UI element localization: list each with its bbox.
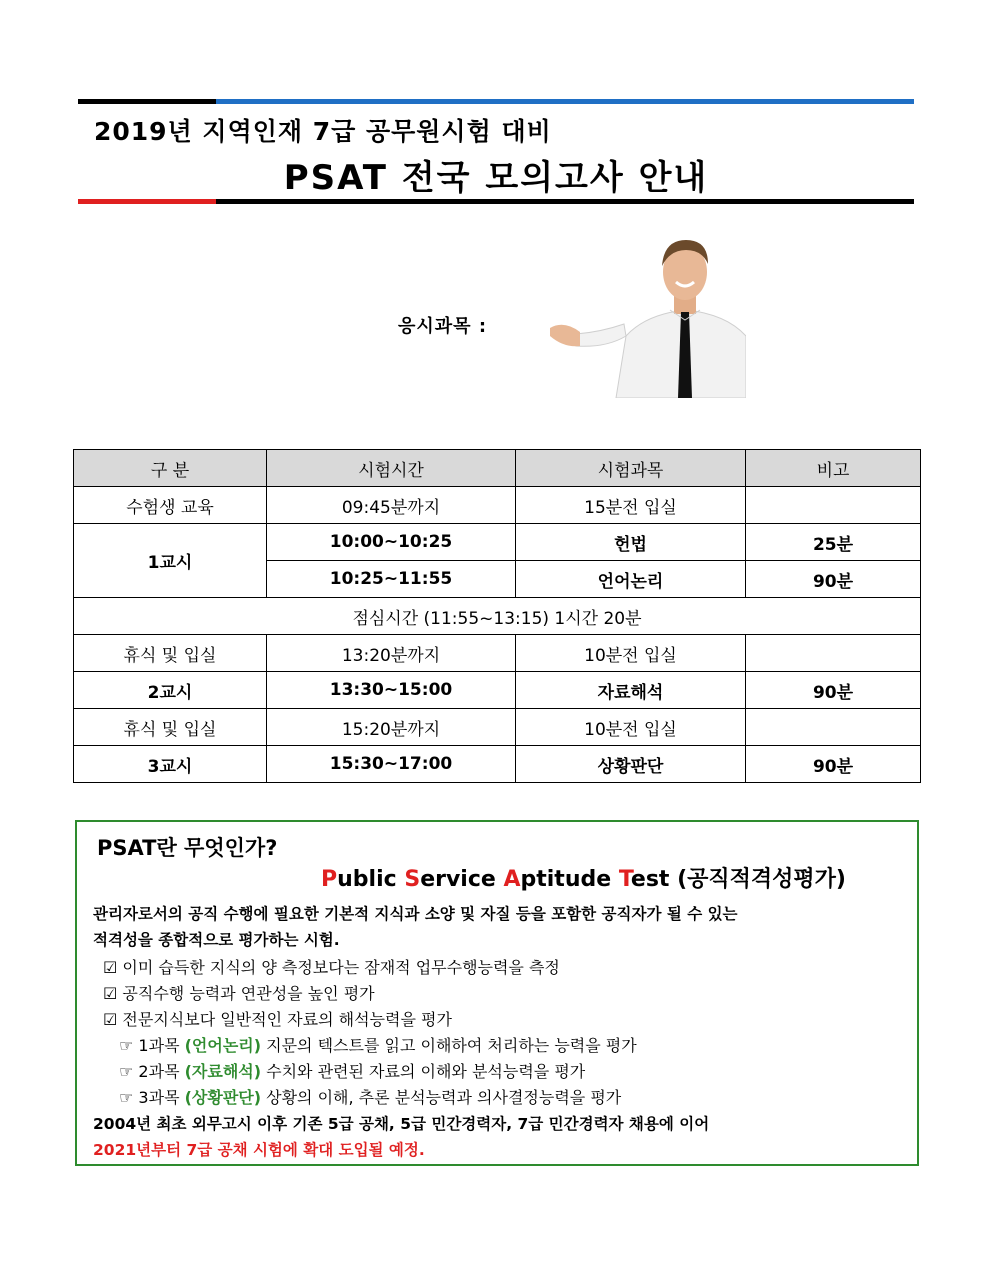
table-cell: 15분전 입실: [516, 487, 746, 524]
future-line: 2021년부터 7급 공채 시험에 확대 도입될 예정.: [93, 1141, 425, 1159]
table-cell: 13:20분까지: [267, 635, 516, 672]
table-cell: 13:30~15:00: [267, 672, 516, 709]
word-rest: ervice: [420, 867, 504, 892]
table-cell: 휴식 및 입실: [74, 635, 267, 672]
table-header-row: [74, 450, 921, 487]
table-cell: [746, 635, 921, 672]
info-question: PSAT란 무엇인가?: [97, 836, 278, 860]
psat-info-box: [75, 820, 919, 1166]
table-cell: 10분전 입실: [516, 635, 746, 672]
lunch-cell: 점심시간 (11:55~13:15) 1시간 20분: [74, 598, 921, 635]
table-header: 비고: [746, 450, 921, 487]
table-cell: 90분: [746, 672, 921, 709]
table-cell: 15:30~17:00: [267, 746, 516, 783]
table-cell: 상황판단: [516, 746, 746, 783]
table-cell: 1교시: [74, 524, 267, 598]
page-title: PSAT 전국 모의고사 안내: [283, 158, 709, 198]
table-header: 시험시간: [267, 450, 516, 487]
check-item: ☑ 공직수행 능력과 연관성을 높인 평가: [103, 984, 375, 1003]
word-rest: est (공직적격성평가): [630, 867, 846, 892]
letter-p: P: [321, 867, 338, 892]
table-cell: 10:25~11:55: [267, 561, 516, 598]
check-item: ☑ 이미 습득한 지식의 양 측정보다는 잠재적 업무수행능력을 측정: [103, 958, 560, 977]
table-cell: 25분: [746, 524, 921, 561]
subtitle: 2019년 지역인재 7급 공무원시험 대비: [94, 117, 552, 146]
subject-label: 응시과목 :: [398, 316, 488, 337]
subject-desc: 상황의 이해, 추론 분석능력과 의사결정능력을 평가: [261, 1088, 622, 1107]
word-rest: ublic: [337, 867, 405, 892]
table-header: 구 분: [74, 450, 267, 487]
table-row: [74, 487, 921, 524]
subject-name: (상황판단): [184, 1088, 262, 1107]
subject-item: [119, 1059, 585, 1082]
table-cell: 3교시: [74, 746, 267, 783]
subject-item: [119, 1033, 637, 1056]
table-cell: 90분: [746, 746, 921, 783]
table-row: [74, 672, 921, 709]
header-top-rule: [78, 99, 914, 104]
subject-desc: 수치와 관련된 자료의 이해와 분석능력을 평가: [261, 1062, 586, 1081]
letter-a: A: [503, 867, 521, 892]
table-cell: 언어논리: [516, 561, 746, 598]
table-row: [74, 709, 921, 746]
subject-item: [119, 1085, 621, 1108]
table-header: 시험과목: [516, 450, 746, 487]
subject-prefix: ☞ 2과목: [119, 1062, 185, 1081]
subject-desc: 지문의 텍스트를 읽고 이해하여 처리하는 능력을 평가: [261, 1036, 637, 1055]
table-row: [74, 524, 921, 561]
history-line: 2004년 최초 외무고시 이후 기존 5급 공채, 5급 민간경력자, 7급 민간경력자 채용에 이어: [93, 1115, 710, 1133]
table-cell: 헌법: [516, 524, 746, 561]
description-line: 적격성을 종합적으로 평가하는 시험.: [93, 931, 340, 949]
check-item: ☑ 전문지식보다 일반적인 자료의 해석능력을 평가: [103, 1010, 452, 1029]
table-cell: 09:45분까지: [267, 487, 516, 524]
table-cell: 90분: [746, 561, 921, 598]
letter-t: T: [618, 867, 631, 892]
description-line: 관리자로서의 공직 수행에 필요한 기본적 지식과 소양 및 자질 등을 포함한 공직자가 될 수 있는: [93, 905, 738, 923]
table-cell: 휴식 및 입실: [74, 709, 267, 746]
table-row: [74, 746, 921, 783]
table-cell: 10:00~10:25: [267, 524, 516, 561]
header-bottom-rule: [78, 199, 914, 204]
word-rest: ptitude: [520, 867, 619, 892]
psat-full-name: [321, 862, 846, 893]
presenter-illustration: [546, 236, 746, 398]
subject-name: (언어논리): [184, 1036, 262, 1055]
table-cell: 2교시: [74, 672, 267, 709]
table-row: [74, 598, 921, 635]
letter-s: S: [404, 867, 421, 892]
table-cell: [746, 487, 921, 524]
subject-prefix: ☞ 1과목: [119, 1036, 185, 1055]
subject-prefix: ☞ 3과목: [119, 1088, 185, 1107]
table-cell: 10분전 입실: [516, 709, 746, 746]
subject-name: (자료해석): [184, 1062, 262, 1081]
table-cell: [746, 709, 921, 746]
table-cell: 15:20분까지: [267, 709, 516, 746]
table-row: [74, 635, 921, 672]
schedule-table: [73, 449, 921, 783]
table-cell: 수험생 교육: [74, 487, 267, 524]
table-cell: 자료해석: [516, 672, 746, 709]
